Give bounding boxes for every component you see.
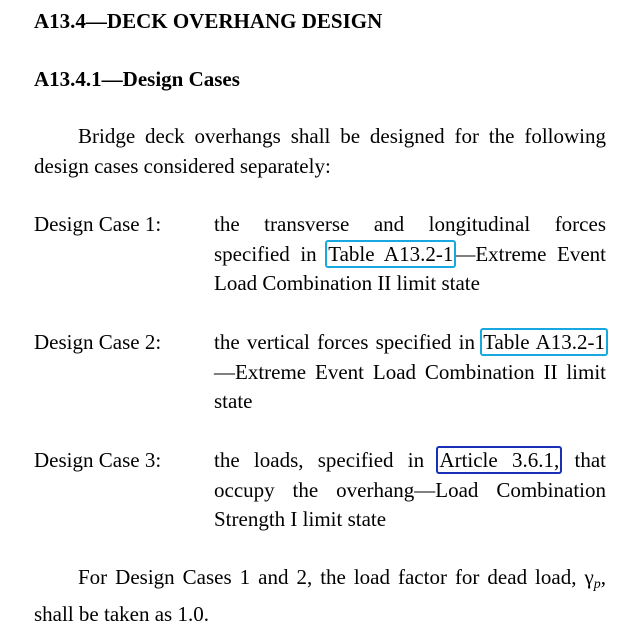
subsection-heading: A13.4.1—Design Cases [34, 67, 240, 91]
design-case-label: Design Case 2: [34, 330, 162, 354]
article-reference-link[interactable]: Article 3.6.1, [439, 448, 560, 472]
design-case-label: Design Case 3: [34, 448, 162, 472]
gamma-symbol: γ [584, 565, 594, 589]
intro-paragraph: Bridge deck overhangs shall be designed for the following design cases considered separately: [34, 124, 606, 178]
table-reference-link[interactable]: Table A13.2-1 [483, 330, 606, 354]
section-heading: A13.4—DECK OVERHANG DESIGN [34, 9, 383, 33]
design-case-description [214, 328, 606, 417]
closing-text-after: , shall be taken as 1.0. [34, 565, 606, 626]
design-case-label: Design Case 1: [34, 212, 162, 236]
design-case-description [214, 446, 606, 535]
case-text-after: —Extreme Event Load Combination II limit state [214, 241, 606, 295]
case-text-before: the loads, specified in [214, 448, 439, 472]
case-text-before: the transverse and longitudinal forces specified in [214, 212, 606, 266]
design-case-description [214, 210, 606, 299]
table-reference-link[interactable]: Table A13.2-1 [328, 241, 454, 266]
case-text-after: —Extreme Event Load Combination II limit state [214, 359, 606, 413]
case-text-before: the vertical forces specified in [214, 330, 483, 354]
gamma-subscript: p [593, 577, 601, 592]
closing-text-before: For Design Cases 1 and 2, the load factor for dead load, [78, 565, 585, 589]
case-text-after: that occupy the overhang—Load Combination Strength I limit state [214, 448, 606, 531]
closing-paragraph [34, 563, 606, 629]
